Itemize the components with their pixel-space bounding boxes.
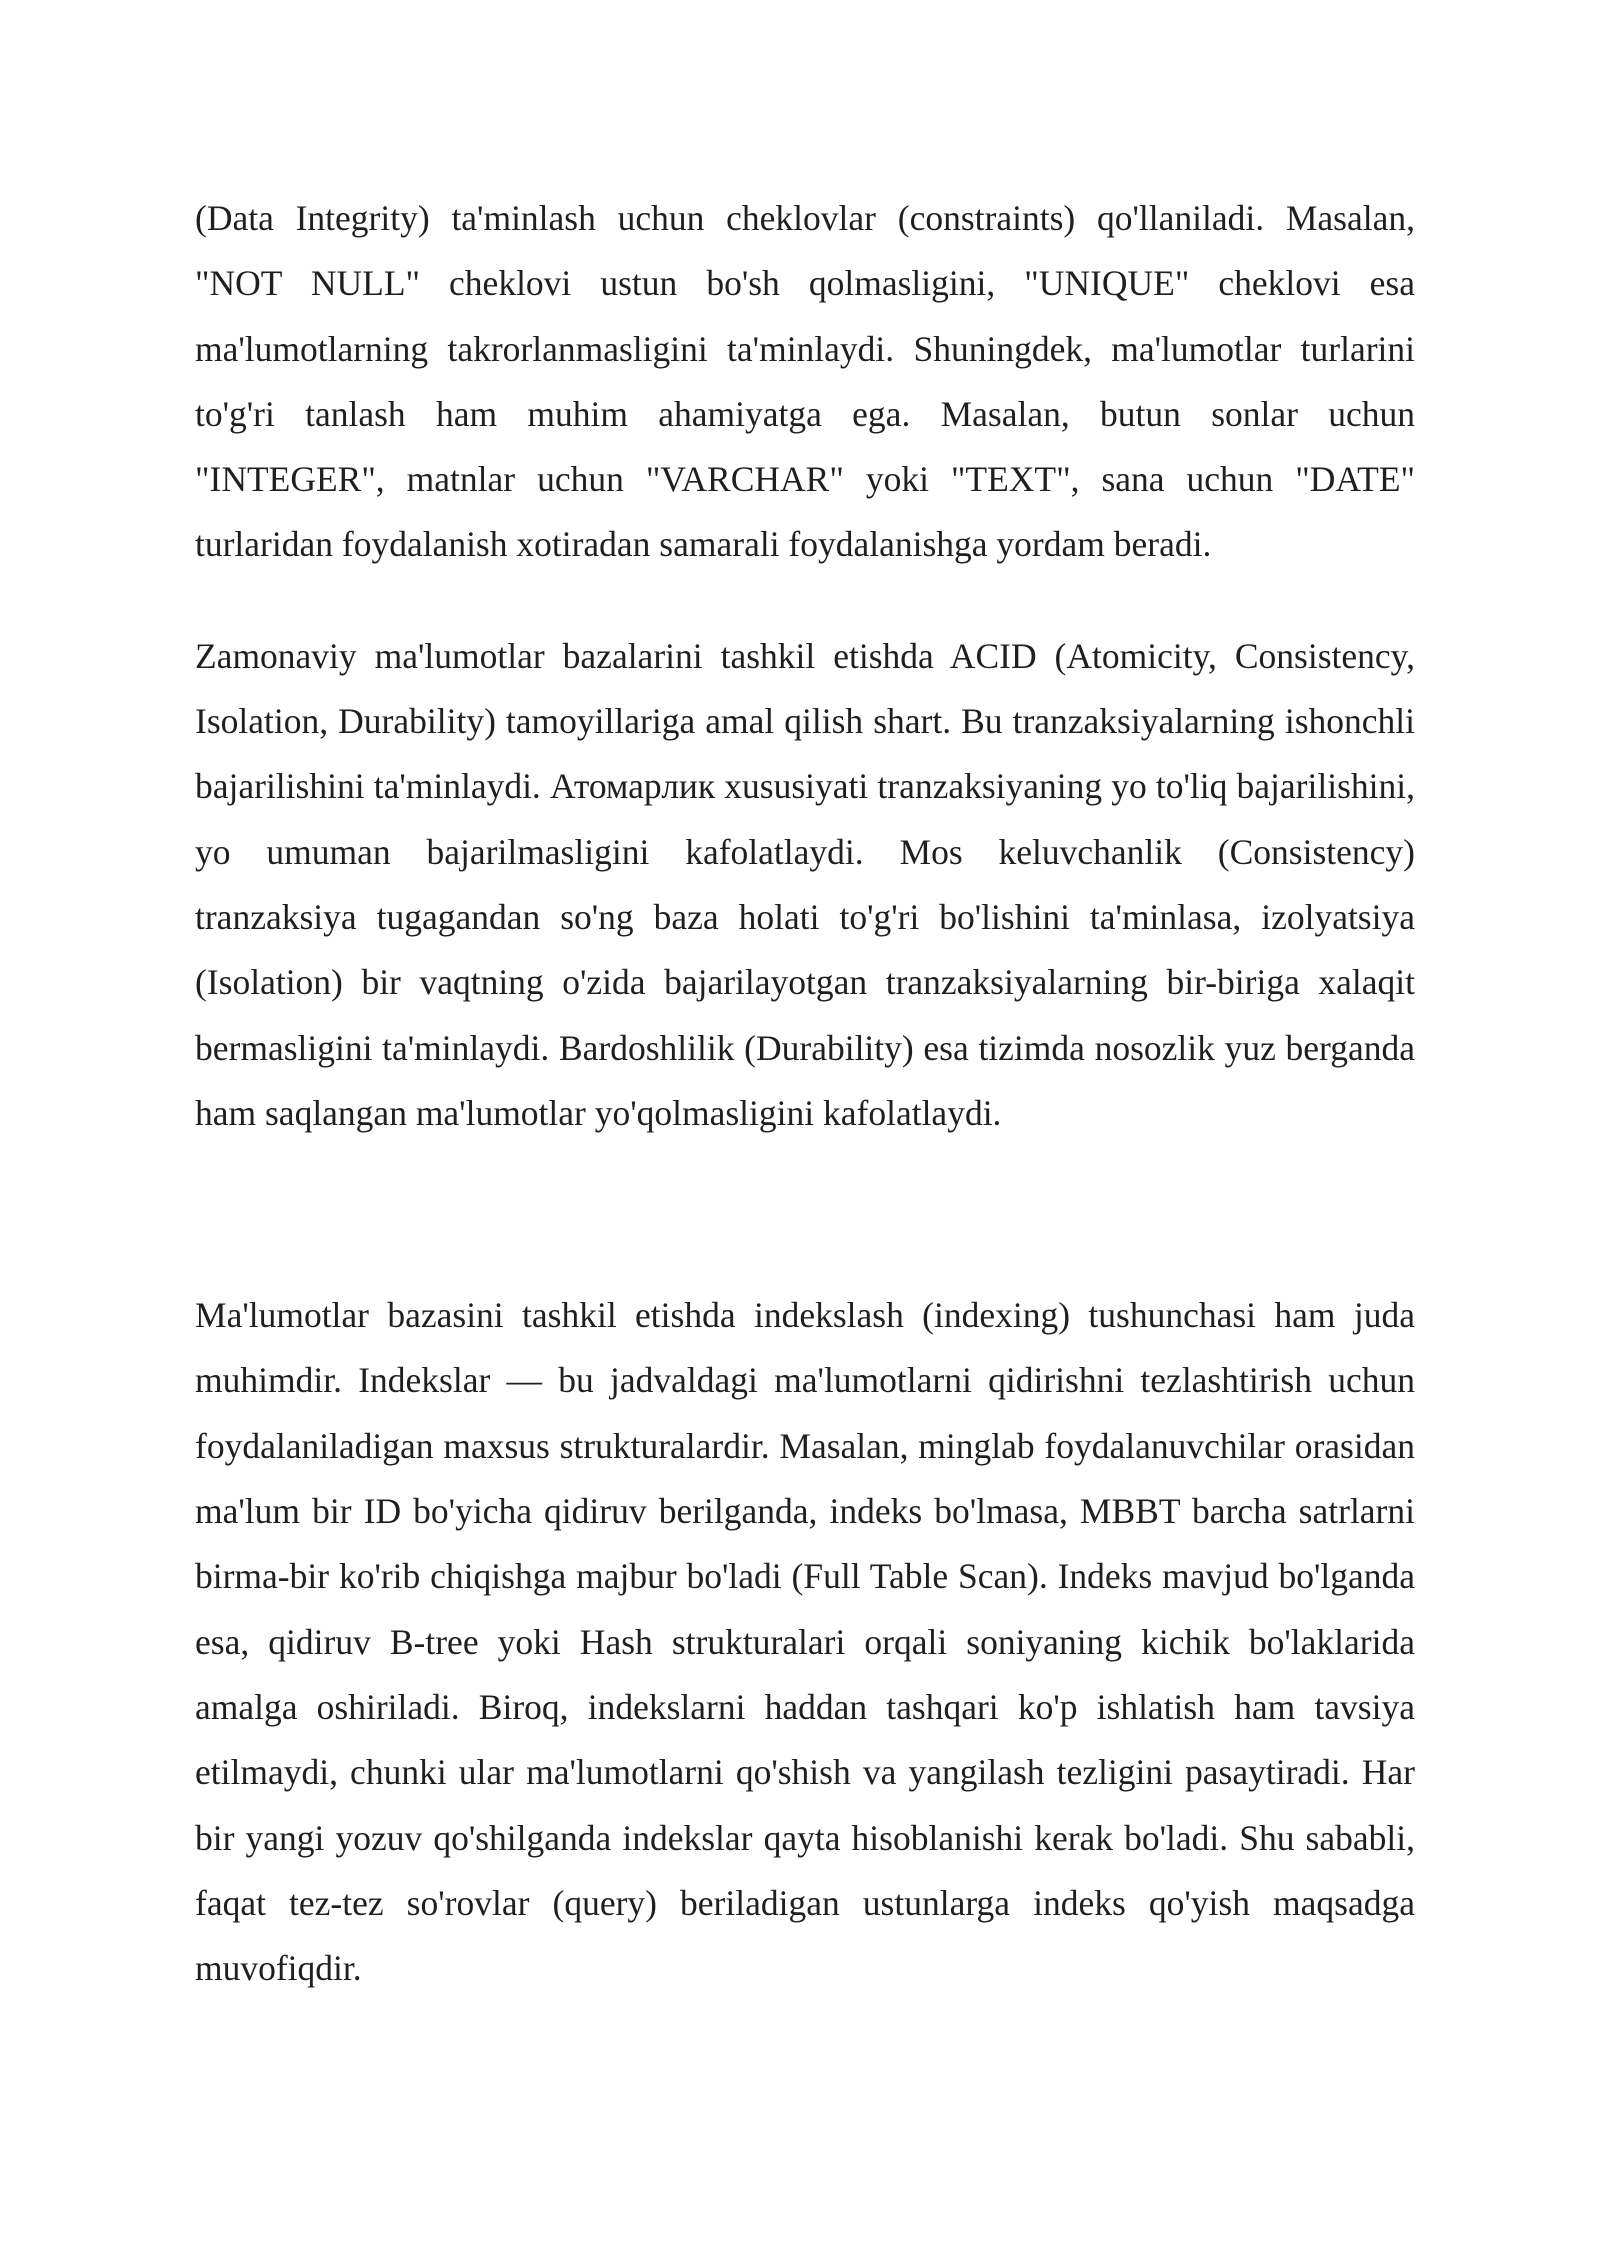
paragraph-data-integrity: (Data Integrity) ta'minlash uchun cheklovlar (constraints) qo'llaniladi. Masalan, "NOT NULL" cheklovi ustun bo'sh qolmasligini, "UNIQUE" cheklovi esa ma'lumotlarning takrorlanmasligini ta'minlaydi. Shuningdek, ma'lumotlar turlarini to'g'ri tanlash ham muhim ahamiyatga ega. Masalan, butun sonlar uchun "INTEGER", matnlar uchun "VARCHAR" yoki "TEXT", sana uchun "DATE" turlaridan foydalanish xotiradan samarali foydalanishga yordam beradi. bbox=[195, 198, 1415, 565]
document-body bbox=[195, 186, 1415, 2001]
paragraph-acid-principles: Zamonaviy ma'lumotlar bazalarini tashkil etishda ACID (Atomicity, Consistency, Isolation, Durability) tamoyillariga amal qilish shart. Bu tranzaksiyalarning ishonchli bajarilishini ta'minlaydi. Атомарлик xususiyati tranzaksiyaning yo to'liq bajarilishini, yo umuman bajarilmasligini kafolatlaydi. Mos keluvchanlik (Consistency) tranzaksiya tugagandan so'ng baza holati to'g'ri bo'lishini ta'minlasa, izolyatsiya (Isolation) bir vaqtning o'zida bajarilayotgan tranzaksiyalarning bir-biriga xalaqit bermasligini ta'minlaydi. Bardoshlilik (Durability) esa tizimda nosozlik yuz berganda ham saqlangan ma'lumotlar yo'qolmasligini kafolatlaydi. bbox=[195, 635, 1415, 1133]
paragraph-indexing: Ma'lumotlar bazasini tashkil etishda indekslash (indexing) tushunchasi ham juda muhimdir. Indekslar — bu jadvaldagi ma'lumotlarni qidirishni tezlashtirish uchun foydalaniladigan maxsus strukturalardir. Masalan, minglab foydalanuvchilar orasidan ma'lum bir ID bo'yicha qidiruv berilganda, indeks bo'lmasa, MBBT barcha satrlarni birma-bir ko'rib chiqishga majbur bo'ladi (Full Table Scan). Indeks mavjud bo'lganda esa, qidiruv B-tree yoki Hash strukturalari orqali soniyaning kichik bo'laklarida amalga oshiriladi. Biroq, indekslarni haddan tashqari ko'p ishlatish ham tavsiya etilmaydi, chunki ular ma'lumotlarni qo'shish va yangilash tezligini pasaytiradi. Har bir yangi yozuv qo'shilganda indekslar qayta hisoblanishi kerak bo'ladi. Shu sababli, faqat tez-tez so'rovlar (query) beriladigan ustunlarga indeks qo'yish maqsadga muvofiqdir. bbox=[195, 1295, 1415, 1989]
